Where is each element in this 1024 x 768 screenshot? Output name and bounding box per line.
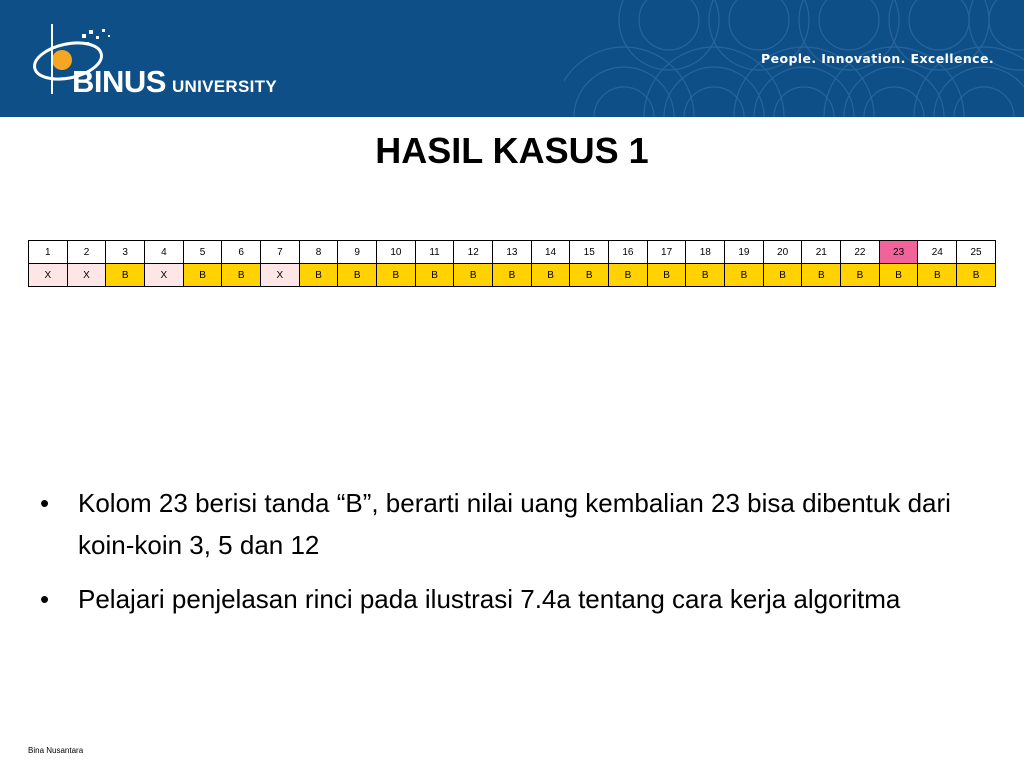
bullet-text: Pelajari penjelasan rinci pada ilustrasi 7.4a tentang cara kerja algoritma <box>78 584 901 614</box>
column-header-cell: 2 <box>67 241 106 264</box>
value-cell: B <box>493 264 532 287</box>
value-cell: B <box>647 264 686 287</box>
value-cell: B <box>609 264 648 287</box>
value-cell: X <box>261 264 300 287</box>
table-header-row <box>29 241 996 264</box>
column-header-cell: 4 <box>145 241 184 264</box>
value-cell: X <box>145 264 184 287</box>
column-header-cell: 25 <box>957 241 996 264</box>
value-cell: B <box>686 264 725 287</box>
value-cell: B <box>222 264 261 287</box>
value-cell: B <box>377 264 416 287</box>
column-header-cell: 15 <box>570 241 609 264</box>
value-cell: B <box>183 264 222 287</box>
column-header-cell: 1 <box>29 241 68 264</box>
column-header-cell: 12 <box>454 241 493 264</box>
value-cell: B <box>879 264 918 287</box>
bullet-item <box>34 578 994 620</box>
value-cell: B <box>106 264 145 287</box>
value-cell: B <box>338 264 377 287</box>
column-header-cell: 19 <box>725 241 764 264</box>
coin-result-table <box>28 240 996 287</box>
column-header-cell: 21 <box>802 241 841 264</box>
logo-wordmark <box>72 64 277 100</box>
column-header-cell: 23 <box>879 241 918 264</box>
value-cell: B <box>454 264 493 287</box>
column-header-cell: 5 <box>183 241 222 264</box>
column-header-cell: 24 <box>918 241 957 264</box>
bullet-list <box>34 482 994 632</box>
column-header-cell: 17 <box>647 241 686 264</box>
value-cell: B <box>763 264 802 287</box>
column-header-cell: 10 <box>377 241 416 264</box>
footer-text: Bina Nusantara <box>28 746 84 755</box>
column-header-cell: 3 <box>106 241 145 264</box>
value-cell: X <box>67 264 106 287</box>
value-cell: B <box>570 264 609 287</box>
column-header-cell: 14 <box>531 241 570 264</box>
value-cell: X <box>29 264 68 287</box>
binus-university-logo <box>22 14 302 104</box>
bullet-symbol: • <box>40 488 50 518</box>
value-cell: B <box>957 264 996 287</box>
value-cell: B <box>531 264 570 287</box>
value-cell: B <box>841 264 880 287</box>
slide-title: HASIL KASUS 1 <box>375 130 649 171</box>
column-header-cell: 22 <box>841 241 880 264</box>
column-header-cell: 7 <box>261 241 300 264</box>
bullet-symbol: • <box>40 584 50 614</box>
value-cell: B <box>802 264 841 287</box>
tagline: People. Innovation. Excellence. <box>761 51 994 66</box>
column-header-cell: 11 <box>415 241 454 264</box>
logo-suffix-text: UNIVERSITY <box>171 77 277 96</box>
column-header-cell: 20 <box>763 241 802 264</box>
value-cell: B <box>299 264 338 287</box>
header-bar <box>0 0 1024 117</box>
column-header-cell: 16 <box>609 241 648 264</box>
bullet-item <box>34 482 994 566</box>
column-header-cell: 6 <box>222 241 261 264</box>
logo-brand-text: BINUS <box>72 64 166 99</box>
column-header-cell: 9 <box>338 241 377 264</box>
column-header-cell: 8 <box>299 241 338 264</box>
value-cell: B <box>918 264 957 287</box>
value-cell: B <box>415 264 454 287</box>
column-header-cell: 13 <box>493 241 532 264</box>
table-value-row <box>29 264 996 287</box>
column-header-cell: 18 <box>686 241 725 264</box>
bullet-text: Kolom 23 berisi tanda “B”, berarti nilai uang kembalian 23 bisa dibentuk dari koin-koin 3, 5 dan 12 <box>78 488 951 560</box>
value-cell: B <box>725 264 764 287</box>
